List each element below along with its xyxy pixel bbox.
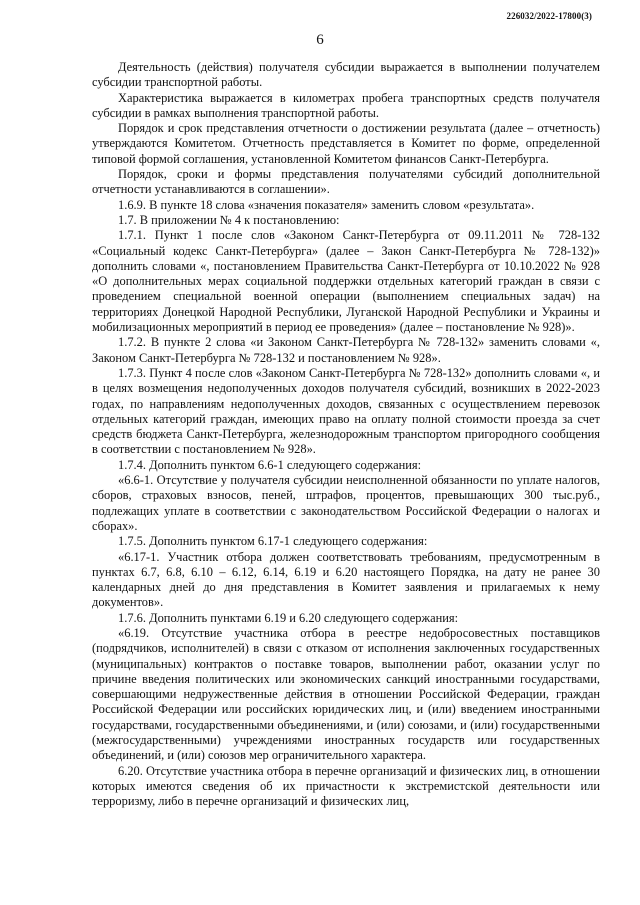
paragraph: 1.7.6. Дополнить пунктами 6.19 и 6.20 следующего содержания: bbox=[118, 610, 459, 625]
document-registration-number: 226032/2022-17800(3) bbox=[506, 11, 592, 21]
paragraph: Порядок, сроки и формы представления получателями субсидий дополнительной отчетности устанавливаются в соглашении». bbox=[92, 167, 600, 197]
paragraph: «6.19. Отсутствие участника отбора в реестре недобросовестных поставщиков (подрядчиков, исполнителей) в связи с отказом от исполнения заключенных государственных (муниципальных) контрактов о поставке товаров, выполнении работ, оказании услуг по причине введения политических или экономических санкций иностранными государствами, совершающими недружественные действия в отношении Российской Федерации, граждан Российской Федерации или российских юридических лиц, и (или) введением иностранными государствами, государственными объединениями, и (или) союзами, и (или) государственными (межгосударственными) учреждениями иностранных государств или государственных объединений, и (или) союзов мер ограничительного характера. bbox=[92, 625, 600, 763]
paragraph: Характеристика выражается в километрах пробега транспортных средств получателя субсидии в рамках выполнения транспортной работы. bbox=[92, 90, 600, 120]
paragraph: Деятельность (действия) получателя субсидии выражается в выполнении получателем субсидии транспортной работы. bbox=[92, 60, 600, 90]
paragraph: 1.7. В приложении № 4 к постановлению: bbox=[118, 212, 340, 227]
document-body bbox=[92, 60, 600, 810]
paragraph: «6.6-1. Отсутствие у получателя субсидии неисполненной обязанности по уплате налогов, сборов, страховых взносов, пеней, штрафов, процентов, превышающих 300 тыс.руб., подлежащих уплате в соответствии с законодательством Российской Федерации о налогах и сборах». bbox=[92, 473, 600, 533]
page-number: 6 bbox=[316, 32, 324, 48]
paragraph: 1.7.5. Дополнить пунктом 6.17-1 следующего содержания: bbox=[118, 534, 428, 549]
paragraph: Порядок и срок представления отчетности о достижении результата (далее – отчетность) утверждаются Комитетом. Отчетность представляется в Комитет по форме, определенной типовой формой соглашения, установленной Комитетом финансов Санкт-Петербурга. bbox=[92, 121, 600, 166]
paragraph: 1.6.9. В пункте 18 слова «значения показателя» заменить словом «результата». bbox=[118, 197, 535, 212]
paragraph: 1.7.2. В пункте 2 слова «и Законом Санкт-Петербурга № 728-132» заменить словами «, Законом Санкт-Петербурга № 728-132 и постановлением № 928». bbox=[92, 335, 600, 365]
paragraph: «6.17-1. Участник отбора должен соответствовать требованиям, предусмотренным в пунктах 6.7, 6.8, 6.10 – 6.12, 6.14, 6.19 и 6.20 настоящего Порядка, на дату не ранее 30 календарных дней до дня представления в Комитет заявления и прилагаемых к нему документов». bbox=[92, 549, 600, 610]
paragraph: 1.7.3. Пункт 4 после слов «Законом Санкт-Петербурга № 728-132» дополнить словами «, и в целях возмещения недополученных доходов получателя субсидий, возникших в 2022-2023 годах, по направлениям недополученных доходов, связанных с осуществлением перевозок отдельных категорий граждан, имеющих право на оплату полной стоимости проезда за счет средств бюджета Санкт-Петербурга, железнодорожным транспортом пригородного сообщения в соответствии с постановлением № 928». bbox=[92, 365, 600, 457]
paragraph: 6.20. Отсутствие участника отбора в перечне организаций и физических лиц, в отношении которых имеются сведения об их причастности к экстремистской деятельности или терроризму, либо в перечне организаций и физических лиц, bbox=[92, 763, 600, 809]
paragraph: 1.7.4. Дополнить пунктом 6.6-1 следующего содержания: bbox=[118, 457, 422, 472]
paragraph: 1.7.1. Пункт 1 после слов «Законом Санкт-Петербурга от 09.11.2011 № 728-132 «Социальный кодекс Санкт-Петербурга» (далее – Закон Санкт-Петербурга № 728-132)» дополнить словами «, постановлением Правительства Санкт-Петербурга от 10.10.2022 № 928 «О дополнительных мерах социальной поддержки отдельных категорий граждан в связи с проведением специальной военной операции (выполнением специальных задач) на территориях Донецкой Народной Республики, Луганской Народной Республики и Украины и мобилизационных мероприятий в период ее проведения» (далее – постановление № 928)». bbox=[92, 228, 600, 335]
